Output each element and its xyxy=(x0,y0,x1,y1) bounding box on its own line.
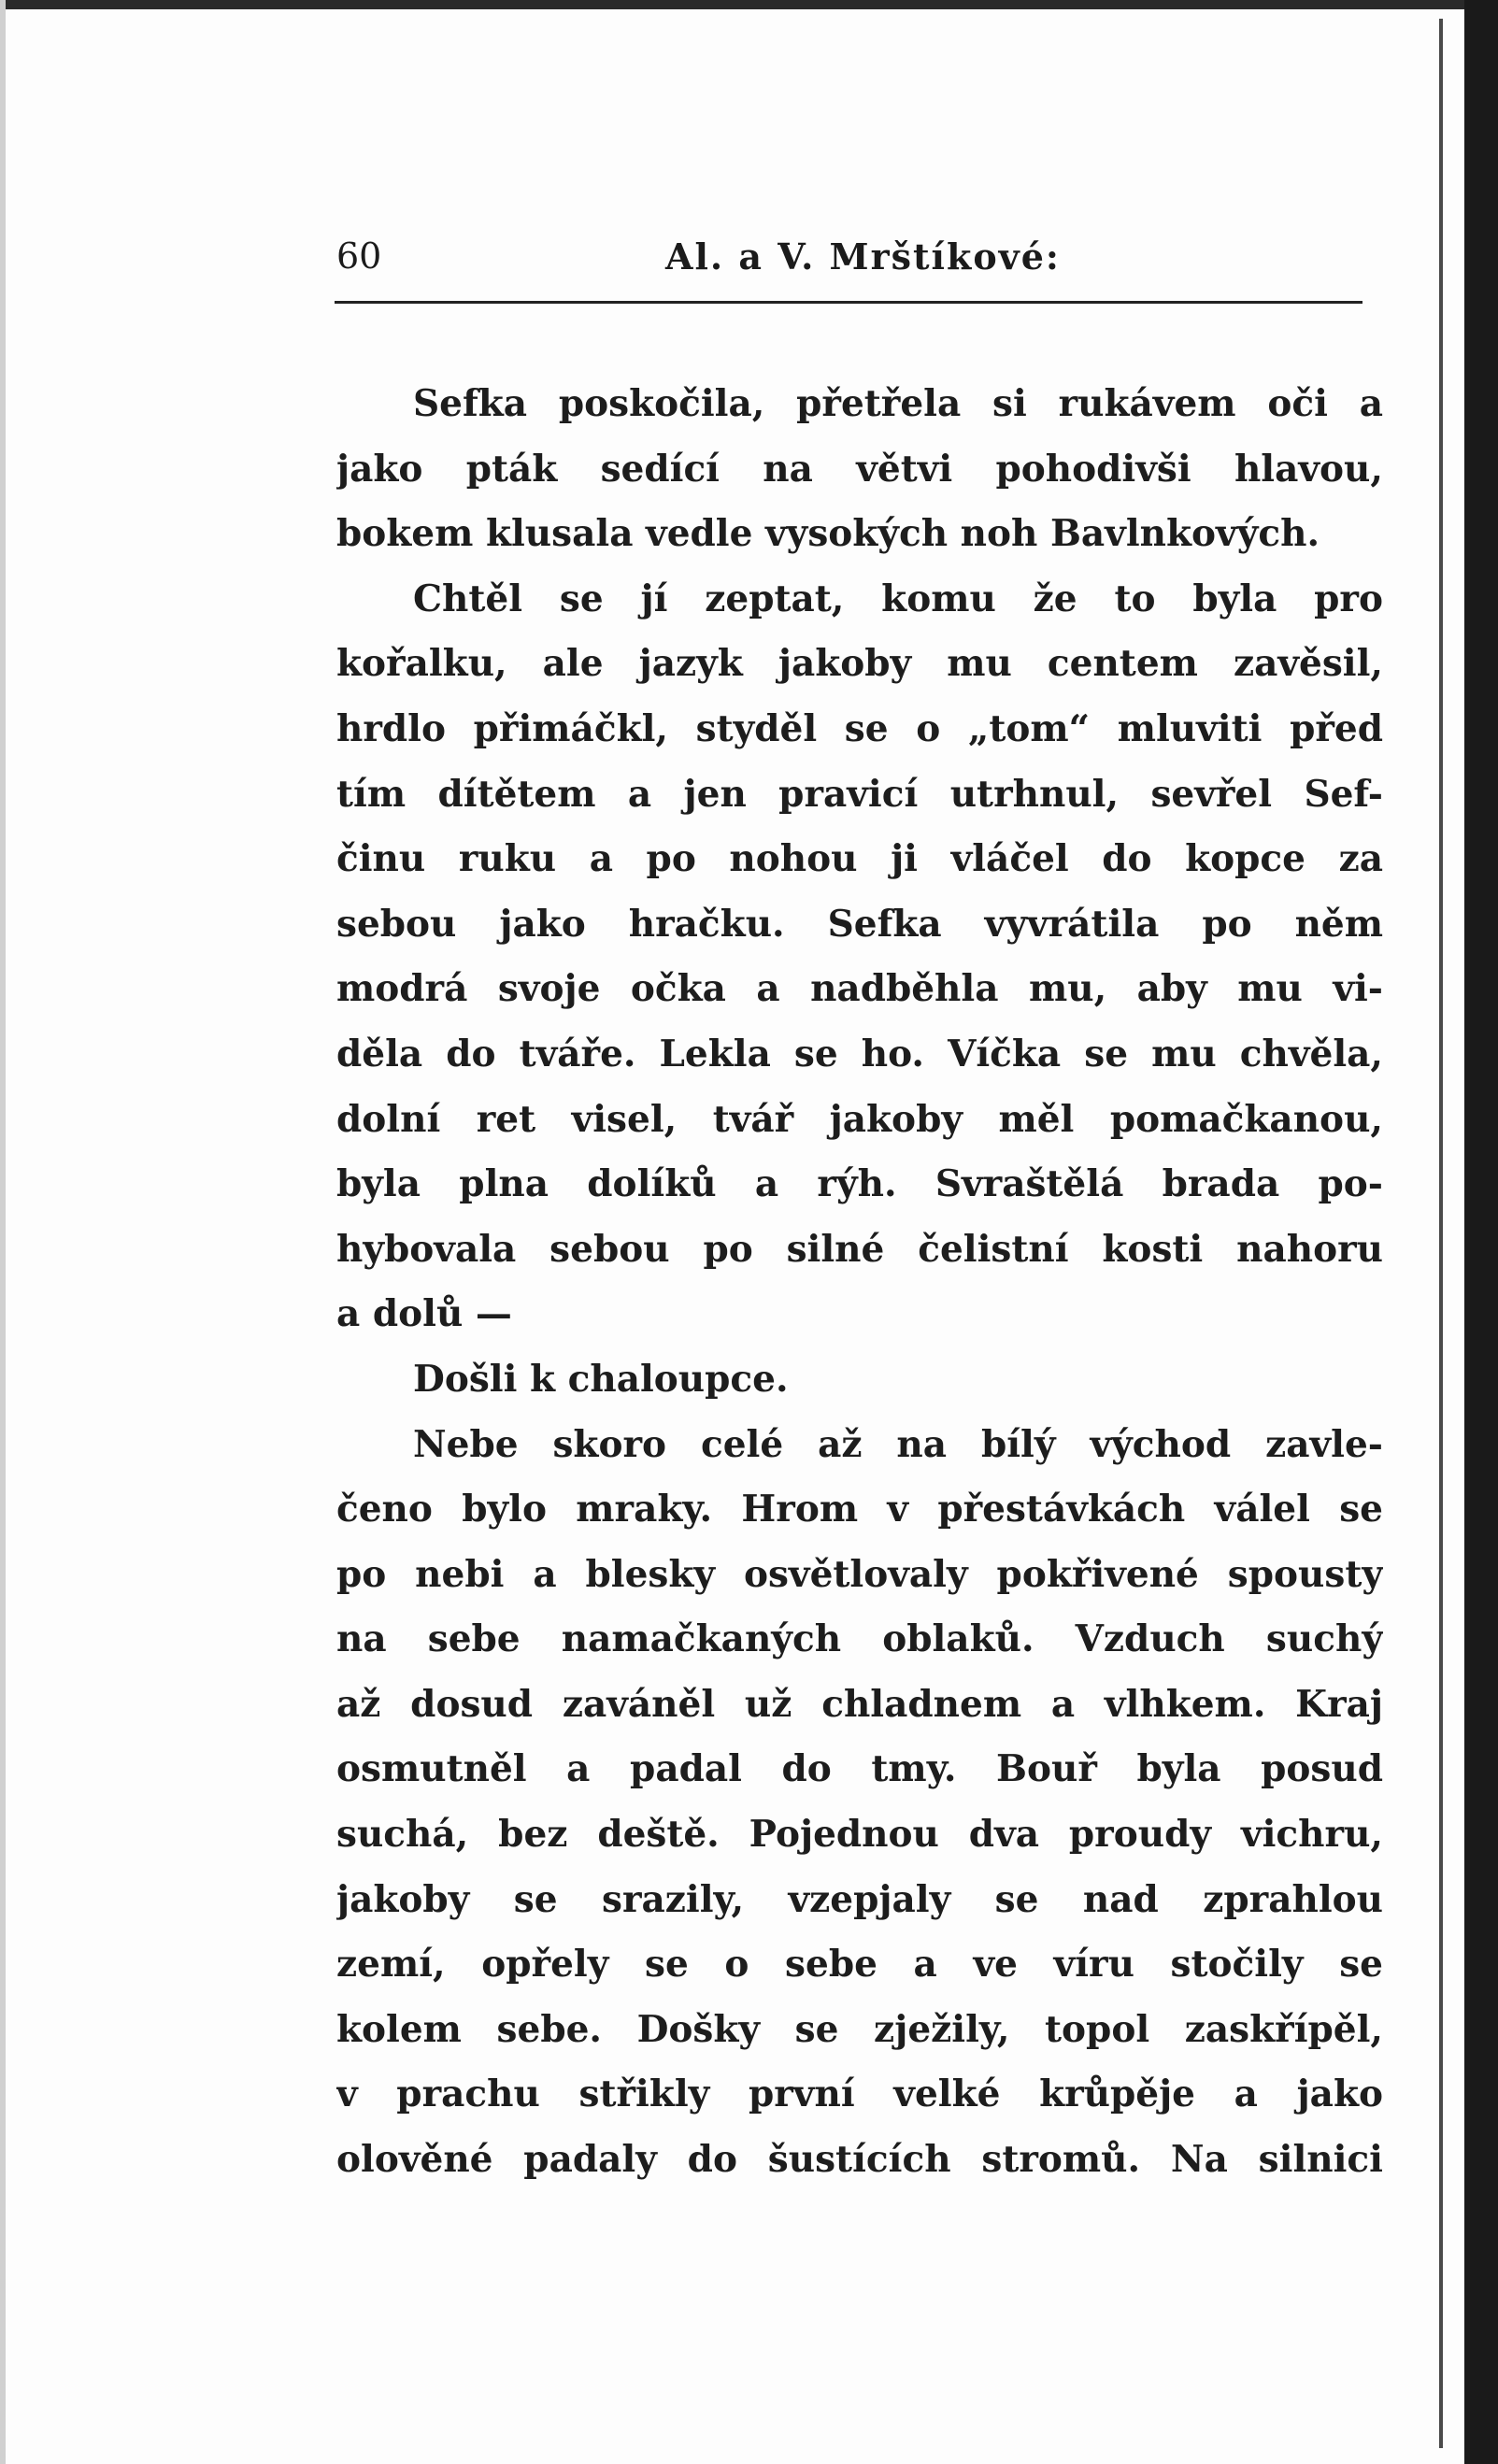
text-line: tím dítětem a jen pravicí utrhnul, sevřel Sef- xyxy=(336,772,1383,816)
text-line: Nebe skoro celé až na bílý východ zavle- xyxy=(413,1422,1383,1466)
page-left-edge xyxy=(0,0,6,2464)
text-line: dolní ret visel, tvář jakoby měl pomačkanou, xyxy=(336,1097,1383,1141)
page-number: 60 xyxy=(336,235,382,277)
text-line: čeno bylo mraky. Hrom v přestávkách válel se xyxy=(336,1488,1383,1531)
page-right-edge xyxy=(1464,0,1498,2464)
text-line: v prachu střikly první velké krůpěje a jako xyxy=(336,2072,1383,2116)
text-line: hybovala sebou po silné čelistní kosti nahoru xyxy=(336,1227,1383,1271)
text-line: až dosud zaváněl už chladnem a vlhkem. Kraj xyxy=(336,1682,1383,1726)
text-line: Chtěl se jí zeptat, komu že to byla pro xyxy=(413,577,1383,620)
text-line: jakoby se srazily, vzepjaly se nad zprahlou xyxy=(336,1877,1383,1921)
text-line: modrá svoje očka a nadběhla mu, aby mu vi- xyxy=(336,967,1383,1011)
text-line: po nebi a blesky osvětlovaly pokřivené spousty xyxy=(336,1552,1383,1596)
text-line: hrdlo přimáčkl, styděl se o „tom“ mluviti před xyxy=(336,706,1383,750)
text-line: Sefka poskočila, přetřela si rukávem oči a xyxy=(413,382,1383,425)
text-line: Došli k chaloupce. xyxy=(413,1357,789,1401)
text-line: děla do tváře. Lekla se ho. Víčka se mu chvěla, xyxy=(336,1032,1383,1075)
text-line: bokem klusala vedle vysokých noh Bavlnkových. xyxy=(336,512,1320,556)
page-binding-line xyxy=(1439,19,1443,2448)
text-line: jako pták sedící na větvi pohodivši hlavou, xyxy=(336,447,1383,491)
text-line: kořalku, ale jazyk jakoby mu centem zavěsil, xyxy=(336,642,1383,686)
text-line: suchá, bez deště. Pojednou dva proudy vichru, xyxy=(336,1813,1383,1857)
text-line: olověné padaly do šustících stromů. Na silnici xyxy=(336,2138,1383,2182)
text-line: a dolů — xyxy=(336,1292,512,1336)
text-line: sebou jako hračku. Sefka vyvrátila po něm xyxy=(336,902,1383,946)
text-line: osmutněl a padal do tmy. Bouř byla posud xyxy=(336,1747,1383,1791)
page-header xyxy=(336,235,1364,292)
text-line: činu ruku a po nohou ji vláčel do kopce za xyxy=(336,837,1383,881)
header-rule xyxy=(335,301,1362,304)
running-head: Al. a V. Mrštíkové: xyxy=(665,235,1061,278)
body-text xyxy=(336,372,1383,2193)
text-line: kolem sebe. Došky se zježily, topol zaskřípěl, xyxy=(336,2007,1383,2051)
text-line: zemí, opřely se o sebe a ve víru stočily se xyxy=(336,1943,1383,1987)
text-line: byla plna dolíků a rýh. Svraštělá brada po- xyxy=(336,1162,1383,1206)
page-top-edge xyxy=(0,0,1498,9)
text-line: na sebe namačkaných oblaků. Vzduch suchý xyxy=(336,1617,1383,1661)
